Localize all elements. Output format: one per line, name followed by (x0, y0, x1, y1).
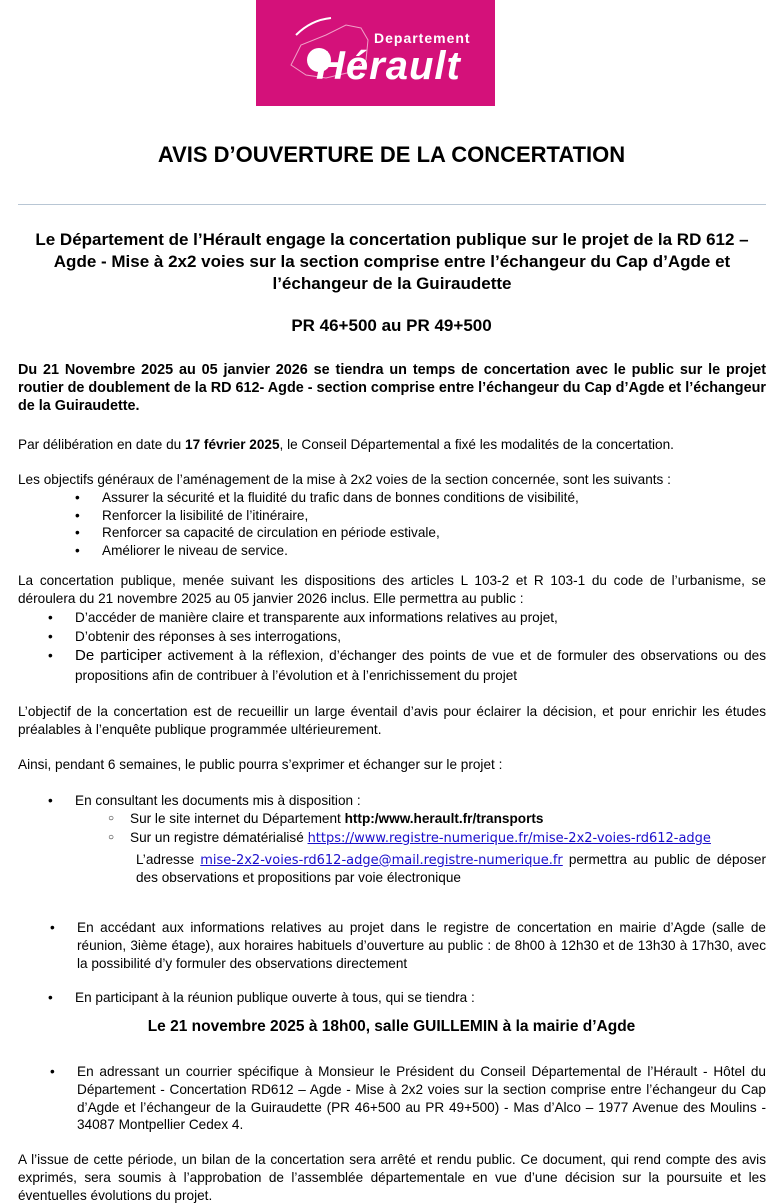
objectives-section (18, 471, 766, 560)
consult-section (18, 792, 766, 887)
reunion-item: • En participant à la réunion publique ouverte à tous, qui se tiendra : (75, 989, 766, 1007)
ainsi-paragraph: Ainsi, pendant 6 semaines, le public pourra s’exprimer et échanger sur le projet : (18, 757, 503, 772)
objective-item: • Améliorer le niveau de service. (102, 542, 766, 560)
deliberation-before: Par délibération en date du (18, 437, 186, 452)
departement-herault-logo (256, 0, 495, 106)
email-link[interactable]: mise-2x2-voies-rd612-adge@mail.registre-numerique.fr (200, 852, 563, 868)
mairie-section (18, 919, 766, 972)
concertation-item3-rest: activement à la réflexion, d’échanger des points de vue et de formuler des observations ou des propositions afin de contribuer à l’évolution et à l’enrichissement du projet (75, 648, 766, 683)
meeting-info: Le 21 novembre 2025 à 18h00, salle GUILLEMIN à la mairie d’Agde (147, 1018, 636, 1035)
concertation-item: • D’accéder de manière claire et transparente aux informations relatives au projet, (75, 608, 766, 627)
courrier-item: • En adressant un courrier spécifique à Monsieur le Président du Conseil Départemental de l’Hérault - Hôtel du Département - Concertation RD612 – Agde - Mise à 2x2 voies sur la section comprise entre l’échangeur du Cap d’Agde et l’échangeur de la Guiraudette (PR 46+500 au PR 49+500) - Mas d’Alco – 1977 Avenue des Moulins - 34087 Montpellier Cedex 4. (77, 1063, 766, 1134)
consult-item: • En consultant les documents mis à disposition : (75, 792, 766, 810)
objectives-lead: Les objectifs généraux de l’aménagement de la mise à 2x2 voies de la section concernée, sont les suivants : (18, 472, 671, 487)
objective-item: • Renforcer la lisibilité de l’itinéraire, (102, 507, 766, 525)
site-item (130, 810, 766, 828)
concertation-lead: La concertation publique, menée suivant les dispositions des articles L 103-2 et R 103-1 du code de l’urbanisme, se déroulera du 21 novembre 2025 au 05 janvier 2026 inclus. Elle permettra au public : (18, 573, 766, 606)
concertation-item3-lead: De participer (75, 647, 162, 665)
concertation-item: • D’obtenir des réponses à ses interrogations, (75, 627, 766, 646)
pr-range: PR 46+500 au PR 49+500 (291, 316, 492, 335)
logo-line1: Departement (374, 30, 471, 46)
reunion-section (18, 989, 766, 1007)
page-title: AVIS D’OUVERTURE DE LA CONCERTATION (157, 142, 626, 167)
email-after: permettra au public de déposer des observations et propositions par voie électronique (136, 851, 766, 886)
courrier-section (18, 1063, 766, 1134)
registre-item (130, 828, 766, 849)
registre-link[interactable]: https://www.registre-numerique.fr/mise-2x2-voies-rd612-adge (307, 830, 711, 846)
intro-paragraph: Du 21 Novembre 2025 au 05 janvier 2026 se tiendra un temps de concertation avec le public sur le projet routier de doublement de la RD 612- Agde - section comprise entre l’échangeur du Cap d’Agde et l’échangeur de la Guiraudette. (18, 362, 766, 414)
site-url[interactable]: http:/www.herault.fr/transports (344, 810, 544, 826)
concertation-section (18, 572, 766, 685)
deliberation-paragraph (18, 436, 766, 454)
objective-paragraph: L’objectif de la concertation est de recueillir un large éventail d’avis pour éclairer la décision, et pour enrichir les études préalables à l’enquête publique programmée ultérieurement. (18, 704, 766, 737)
mairie-item: • En accédant aux informations relatives au projet dans le registre de concertation en mairie d’Agde (salle de réunion, 3ième étage), aux horaires habituels d’ouverture au public : de 8h00 à 12h30 et de 13h30 à 17h30, avec la possibilité d’y formuler des observations directement (77, 919, 766, 972)
logo-line2: Hérault (316, 44, 461, 88)
conclusion-paragraph: A l’issue de cette période, un bilan de la concertation sera arrêté et rendu public. Ce document, qui rend compte des avis exprimés, sera soumis à l’approbation de l’assemblée départementale en vue d’une décision sur la poursuite et les éventuelles évolutions du projet. (18, 1152, 766, 1203)
divider (18, 204, 766, 205)
objective-item: • Assurer la sécurité et la fluidité du trafic dans de bonnes conditions de visibilité, (102, 489, 766, 507)
email-before: L’adresse (136, 851, 201, 867)
site-label: Sur le site internet du Département (130, 810, 345, 826)
concertation-item (75, 646, 766, 685)
deliberation-after: , le Conseil Départemental a fixé les modalités de la concertation. (279, 437, 674, 452)
objective-item: • Renforcer sa capacité de circulation en période estivale, (102, 524, 766, 542)
registre-label: Sur un registre dématérialisé (130, 829, 308, 845)
heading: Le Département de l’Hérault engage la concertation publique sur le projet de la RD 612 – Agde - Mise à 2x2 voies sur la section comprise entre l’échangeur du Cap d’Agde et l’échangeur de la Guiraudette (35, 230, 749, 293)
email-paragraph (136, 851, 766, 888)
deliberation-date: 17 février 2025 (185, 437, 280, 452)
